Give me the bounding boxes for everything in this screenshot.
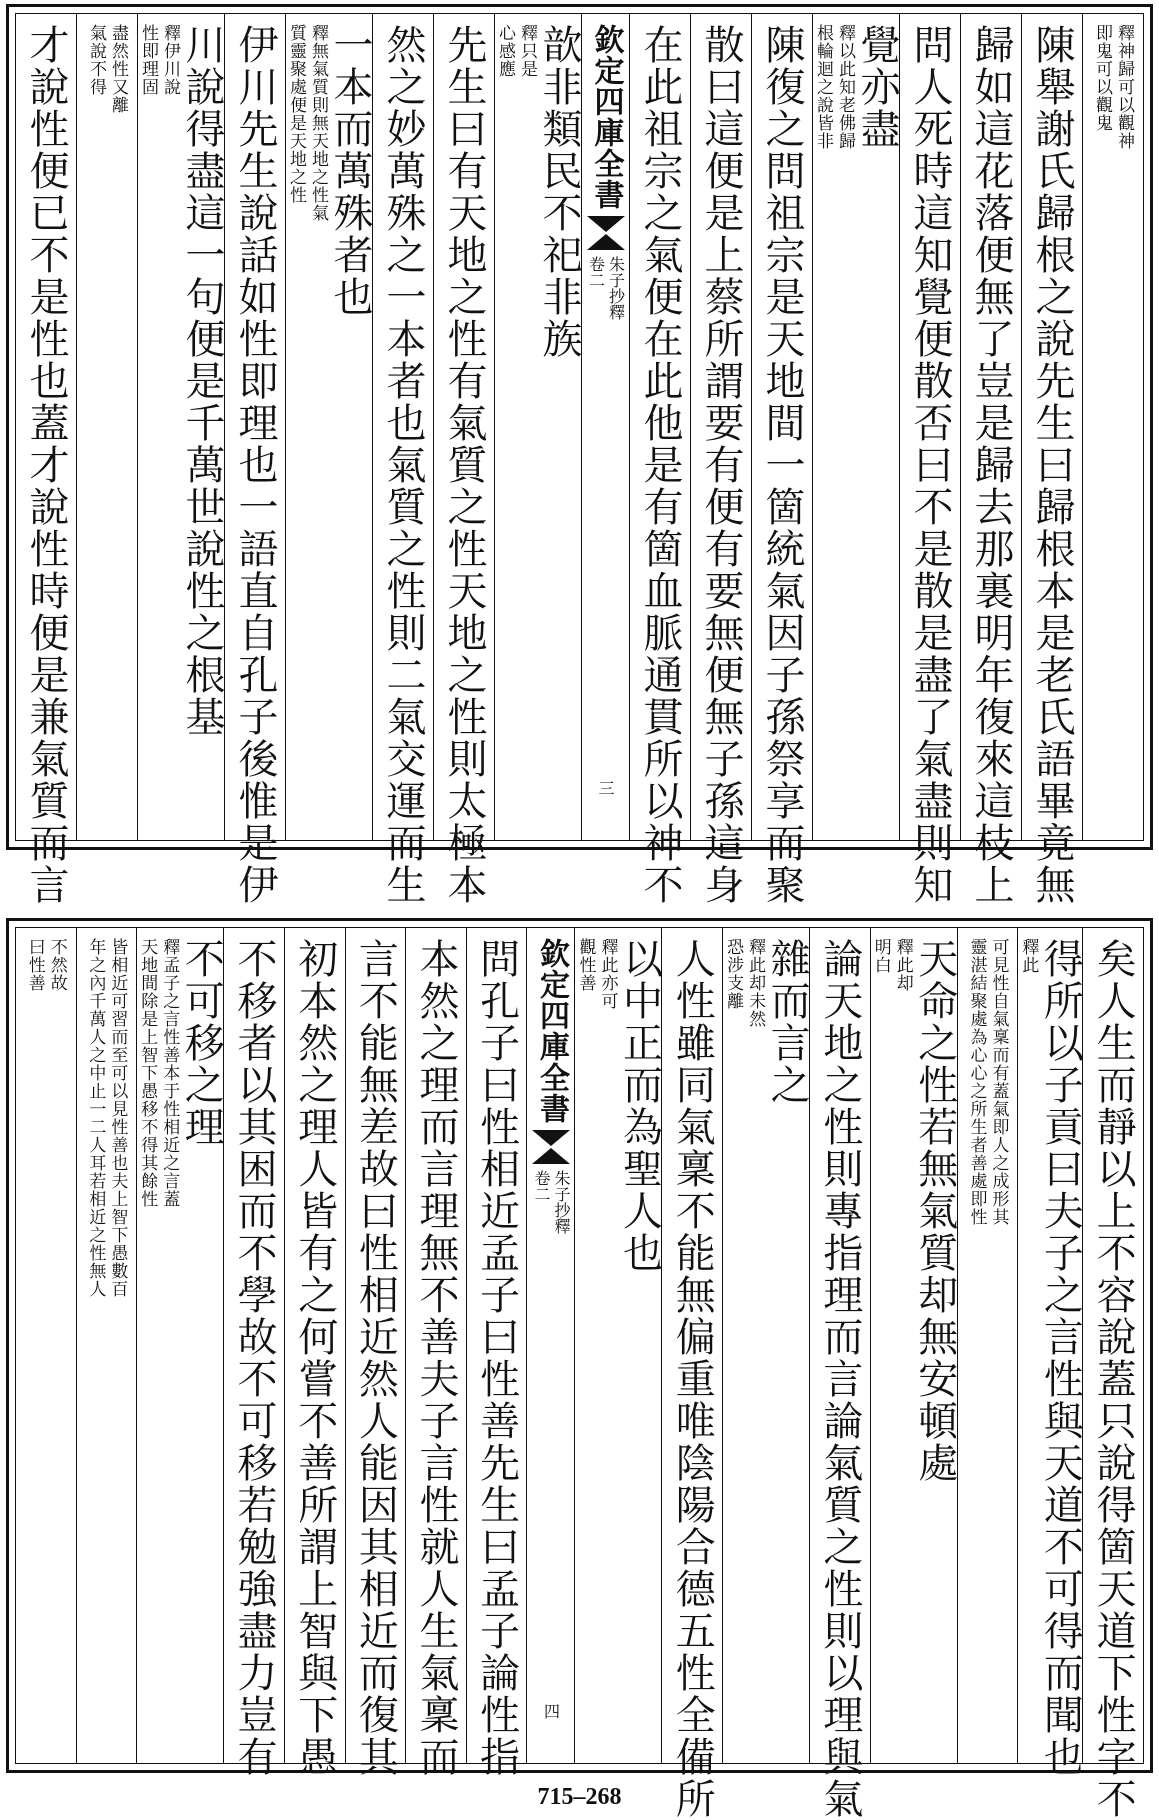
gutter-title: 欽定四庫全書 (588, 24, 624, 210)
text-column (957, 928, 1018, 1763)
column-line (414, 938, 458, 1778)
commentary-line: 皆相近可習而至可以見性善也夫上智下愚數百 (107, 938, 128, 1298)
main-text: 不可移之理 (178, 938, 225, 1148)
column-line (233, 24, 277, 906)
top-page (6, 4, 1153, 906)
text-column (1017, 928, 1084, 1778)
commentary-note (138, 24, 180, 96)
commentary-line: 釋只是 (517, 24, 537, 78)
commentary-note (723, 938, 765, 1028)
main-text: 以中正而為聖人也 (616, 938, 663, 1274)
text-column (812, 14, 899, 840)
column-line (495, 24, 581, 360)
text-column (345, 928, 406, 1778)
main-text: 不移者以其困而不學故不可移若勉強盡力豈有 (231, 938, 278, 1778)
gutter-book-title: 朱子抄釋 (606, 256, 626, 320)
column-line (967, 938, 1009, 1226)
column-line (293, 938, 337, 1778)
main-text: 矣人生而靜以上不容說蓋只說得箇天道下性字不 (1090, 938, 1137, 1820)
center-gutter (526, 928, 574, 1763)
text-column (960, 14, 1021, 906)
commentary-line: 靈湛結聚處為心心之所生者善處即性 (966, 938, 987, 1226)
gutter-juan: 卷二 (586, 256, 606, 288)
commentary-line: 根輪迴之說皆非 (813, 24, 833, 150)
column-line (818, 938, 862, 1820)
commentary-line: 年之內千萬人之中止一二人耳若相近之性無人 (85, 938, 106, 1298)
column-line (871, 938, 957, 1484)
column-line (25, 938, 67, 992)
commentary-line: 釋此 (1018, 938, 1039, 974)
commentary-line: 釋此却 (892, 938, 913, 992)
text-column (494, 14, 581, 840)
commentary-line: 恐涉支離 (723, 938, 744, 1010)
main-text: 覺亦盡 (854, 24, 900, 150)
center-gutter (581, 14, 629, 840)
main-text: 本然之理而言理無不善夫子言性就人生氣稟而 (412, 938, 459, 1778)
main-text: 陳復之問祖宗是天地間一箇統氣因子孫祭享而聚 (759, 24, 805, 906)
commentary-line: 質靈聚處便是天地之性 (286, 24, 306, 204)
fish-tail-ornament-icon (587, 216, 625, 250)
commentary-line: 觀性善 (575, 938, 596, 992)
commentary-line: 可見性自氣稟而有蓋氣即人之成形其 (988, 938, 1009, 1226)
commentary-line: 釋神歸可以觀神 (1114, 24, 1134, 150)
main-text: 在此祖宗之氣便在此他是有箇血脈通貫所以神不 (637, 24, 683, 906)
text-column (722, 928, 809, 1763)
commentary-note (25, 938, 67, 992)
main-text: 然之妙萬殊之一本者也氣質之性則二氣交運而生 (380, 24, 426, 906)
text-column (223, 928, 284, 1778)
text-column (1021, 14, 1082, 906)
commentary-note (137, 938, 179, 1208)
text-column (751, 14, 812, 906)
column-line (1091, 938, 1135, 1820)
text-column (809, 928, 870, 1820)
column-line (286, 24, 372, 318)
commentary-note (813, 24, 855, 150)
column-line (442, 24, 486, 906)
text-column (372, 14, 433, 906)
text-column (870, 928, 957, 1763)
gutter-book-info (587, 256, 625, 320)
commentary-line: 曰性善 (24, 938, 45, 992)
text-column (405, 928, 466, 1778)
main-text: 言不能無差故曰性相近然人能因其相近而復其 (352, 938, 399, 1778)
text-column (661, 928, 722, 1820)
column-line (353, 938, 397, 1778)
column-line (1018, 938, 1082, 1778)
text-column (574, 928, 661, 1763)
text-column (16, 14, 76, 906)
commentary-note (575, 938, 617, 1010)
column-line (969, 24, 1013, 906)
text-column (466, 928, 527, 1778)
commentary-line: 心感應 (495, 24, 515, 78)
commentary-note (86, 24, 128, 114)
commentary-note (286, 24, 328, 222)
text-column (899, 14, 960, 906)
main-text: 初本然之理人皆有之何嘗不善所謂上智與下愚 (291, 938, 338, 1778)
column-line (1092, 24, 1134, 150)
column-line (723, 938, 809, 1106)
commentary-note (1092, 24, 1134, 150)
column-line (575, 938, 661, 1274)
main-text: 先生曰有天地之性有氣質之性天地之性則太極本 (441, 24, 487, 906)
commentary-line: 氣說不得 (86, 24, 106, 96)
main-text: 歆非類民不祀非族 (536, 24, 582, 360)
top-page-columns (15, 13, 1144, 906)
text-column (1082, 14, 1143, 840)
text-column (76, 14, 137, 840)
commentary-line: 釋此亦可 (597, 938, 618, 1010)
main-text: 人性雖同氣稟不能無偏重唯陰陽合德五性全備所 (669, 938, 716, 1820)
column-line (232, 938, 276, 1778)
column-line (699, 24, 743, 906)
column-line (760, 24, 804, 906)
column-line (86, 24, 128, 114)
commentary-line: 即鬼可以觀鬼 (1092, 24, 1112, 132)
column-line (813, 24, 899, 150)
main-text: 歸如這花落便無了豈是歸去那裏明年復來這枝上 (968, 24, 1014, 906)
text-column (284, 928, 345, 1778)
column-line (475, 938, 519, 1778)
commentary-note (871, 938, 913, 992)
commentary-line: 釋孟子之言性善本于性相近之言蓋 (159, 938, 180, 1208)
commentary-line: 釋以此知老佛歸 (835, 24, 855, 150)
folio-number: 四 (541, 1703, 561, 1719)
main-text: 散曰這便是上蔡所謂要有便有要無便無子孫這身 (698, 24, 744, 906)
commentary-line: 明白 (870, 938, 891, 974)
gutter-title: 欽定四庫全書 (533, 938, 569, 1124)
main-text: 得所以子貢曰夫子之言性與天道不可得而聞也 (1037, 938, 1084, 1778)
column-line (24, 24, 68, 906)
column-line (638, 24, 682, 906)
text-column (1082, 928, 1143, 1820)
main-text: 才說性便已不是性也蓋才說性時便是兼氣質而言 (23, 24, 69, 906)
main-text: 一本而萬殊者也 (327, 24, 373, 318)
main-text: 論天地之性則專指理而言論氣質之性則以理與氣 (816, 938, 863, 1820)
column-line (381, 24, 425, 906)
fish-tail-ornament-icon (532, 1130, 570, 1164)
gutter-juan: 卷二 (531, 1170, 551, 1202)
text-column (285, 14, 372, 840)
main-text: 川說得盡這一句便是千萬世說性之根基 (179, 24, 225, 738)
commentary-line: 釋此却未然 (745, 938, 766, 1028)
text-column (629, 14, 690, 906)
commentary-line: 天地間除是上智下愚移不得其餘性 (137, 938, 158, 1208)
commentary-note (85, 938, 127, 1298)
folio-number: 三 (596, 780, 615, 796)
main-text: 伊川先生說話如性即理也一語直自孔子後惟是伊 (232, 24, 278, 906)
gutter-book-title: 朱子抄釋 (551, 1170, 571, 1234)
main-text: 陳舉謝氏歸根之說先生曰歸根本是老氏語畢竟無 (1029, 24, 1075, 906)
commentary-note (495, 24, 537, 78)
commentary-note (967, 938, 1009, 1226)
text-column (76, 928, 137, 1763)
main-text: 雜而言之 (764, 938, 811, 1106)
column-line (137, 938, 223, 1208)
commentary-line: 盡然性又離 (108, 24, 128, 114)
main-text: 天命之性若無氣質却無安頓處 (911, 938, 958, 1484)
text-column (136, 928, 223, 1763)
commentary-line: 性即理固 (138, 24, 158, 96)
page-number-footer: 715–268 (537, 1784, 622, 1810)
column-line (138, 24, 224, 738)
main-text: 問孔子曰性相近孟子曰性善先生曰孟子論性指 (473, 938, 520, 1778)
text-column (690, 14, 751, 906)
main-text: 問人死時這知覺便散否曰不是散是盡了氣盡則知 (907, 24, 953, 906)
text-column (137, 14, 224, 840)
text-column (433, 14, 494, 906)
column-line (670, 938, 714, 1820)
column-line (85, 938, 127, 1298)
commentary-line: 不然故 (46, 938, 67, 992)
commentary-line: 釋伊川說 (160, 24, 180, 96)
commentary-note (1018, 938, 1038, 974)
gutter-book-info (532, 1170, 570, 1234)
column-line (1030, 24, 1074, 906)
commentary-line: 釋無氣質則無天地之性氣 (308, 24, 328, 222)
text-column (16, 928, 76, 1763)
column-line (908, 24, 952, 906)
text-column (224, 14, 285, 906)
